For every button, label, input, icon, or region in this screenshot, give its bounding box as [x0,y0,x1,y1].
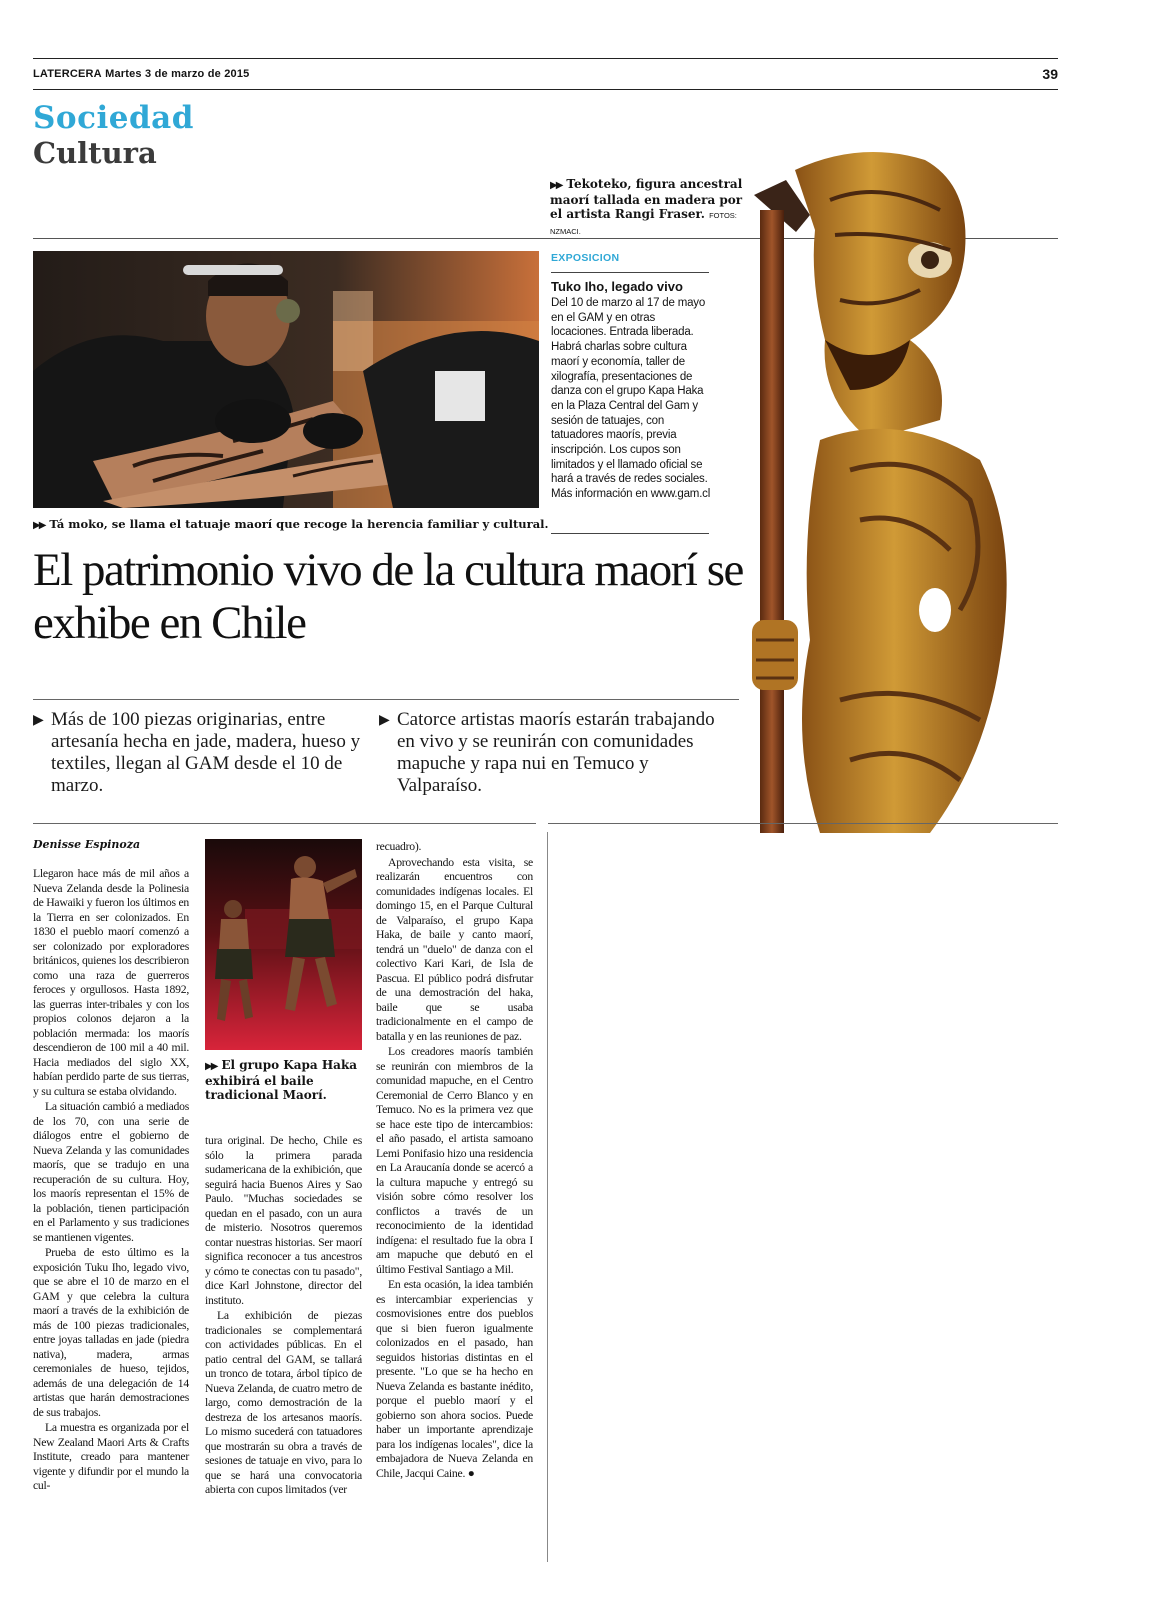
sidebar-body: Del 10 de marzo al 17 de mayo en el GAM y en otras locaciones. Entrada liberada. Habrá charlas sobre cultura maorí y economía, taller de xilografía, presentaciones de danza con el grupo Kapa Haka en la Plaza Central del Gam y sesión de tatuajes, con tatuadores maorís, previa inscripción. Los cupos son limitados y el llamado oficial se hará a través de redes sociales. Más información en www.gam.cl [551,297,711,501]
photo-credit: FOTOS: NZMACI. [550,211,737,236]
summary-bullet-2-text: Catorce artistas maorís estarán trabajando en vivo y se reunirán con comunidades mapuche y rapa nui en Temuco y Valparaíso. [397,709,715,796]
byline: Denisse Espinoza [33,838,141,851]
header-bottom-rule [33,89,1058,90]
article-paragraph: recuadro). [376,840,422,853]
kapa-haka-photo [205,839,362,1050]
summary-bullet-1-text: Más de 100 piezas originarias, entre artesanía hecha en jade, madera, hueso y textiles, llegan al GAM desde el 10 de marzo. [51,709,361,796]
tattoo-caption-text: Tá moko, se llama el tatuaje maorí que recoge la herencia familiar y cultural. [49,517,549,531]
article-column-2 [205,1134,362,1499]
article-paragraph: Llegaron hace más de mil años a Nueva Zelanda desde la Polinesia de Hawaiki y fueron los últimos en la Tierra en ser colonizados. En 1830 el pueblo maorí comenzó a ser colonizado por exploradores británicos, quienes los describieron como una raza de guerreros feroces y orgullosos. Hasta 1892, las guerras inter-tribales y con los propios colonos dejaron a la población mermada: los maorís descendieron de 100 mil a 40 mil. Hacia mediados del siglo XX, habían perdido parte de sus tierras, y su cultura se estaba olvidando. [33,867,189,1098]
article-paragraph: Prueba de esto último es la exposición Tuku Iho, legado vivo, que se abre el 10 de marzo en el GAM y que celebra la cultura maorí a través de la exhibición de más de 100 piezas tradicionales, entre joyas talladas en jade (piedra nativa), madera, armas ceremoniales de hueso, tejidos, además de una delegación de 14 artistas que harán demostraciones de sus trabajos. [33,1246,189,1419]
column-divider [547,832,548,1562]
article-headline: El patrimonio vivo de la cultura maorí se exhibe en Chile [33,544,743,649]
caption-arrows-icon: ▶▶ [205,1061,217,1072]
summary-bullet-1 [33,709,373,797]
body-top-rule [33,823,536,824]
article-paragraph: tura original. De hecho, Chile es sólo la primera parada sudamericana de la exhibición, que seguirá hacia Buenos Aires y Sao Paulo. "Muchas sociedades se quedan en el pasado, con un aura de misterio. Nosotros queremos contar nuestras historias. Ser maorí significa reconocer a tus ancestros y cómo te conectas con tu pasado", dice Karl Johnstone, director del instituto. [205,1134,362,1307]
article-paragraph: Aprovechando esta visita, se realizarán encuentros con comunidades indígenas locales. El domingo 15, en el Parque Cultural de Valparaíso, el grupo Kapa Haka, de baile y canto maorí, tendrá un "duelo" de danza con el colectivo Kari Kari, de Isla de Pascua. El público podrá disfrutar de una demostración del haka, baile que se usaba tradicionalmente en el campo de batalla y en las reuniones de paz. [376,855,533,1043]
issue-date: Martes 3 de marzo de 2015 [105,68,250,80]
article-paragraph: La exhibición de piezas tradicionales se complementará con actividades públicas. En el patio central del GAM, se tallará un tronco de totara, árbol típico de Nueva Zelanda, de cuatro metro de largo, como demostración de la destreza de los artesanos maorís. Lo mismo sucederá con tatuadores que mostrarán su obra a través de sesiones de tatuaje en vivo, para lo que se hará una convocatoria abierta con cupos limitados (ver [205,1309,362,1496]
page-number: 39 [1042,66,1058,82]
bullet-arrow-icon: ▶ [379,713,390,728]
tattoo-caption [33,517,549,531]
body-top-rule-right [548,823,1058,824]
tekoteko-caption [550,177,750,239]
header-dateline [33,68,250,80]
caption-arrows-icon: ▶▶ [550,180,562,191]
article-paragraph: En esta ocasión, la idea también es intercambiar experiencias y cosmovisiones entre dos pueblos que si bien fueron igualmente colonizados en el pasado, han seguidos historias distintas en el presente. "Lo que se ha hecho en Nueva Zelanda es bastante inédito, porque el pueblo maorí y el gobierno son ahora socios. Puede haber un importante aprendizaje para los indígenas locales", dice la embajadora de Nueva Zelanda en Chile, Jacqui Caine. ● [376,1278,533,1480]
kapa-haka-caption [205,1058,362,1102]
article-column-1 [33,867,189,1495]
tekoteko-sculpture-photo [750,140,1030,833]
section-title: Sociedad [33,100,194,136]
subsection-title: Cultura [33,136,157,170]
sidebar-bottom-rule [551,533,709,534]
article-column-3 [376,840,533,1482]
newspaper-name: LATERCERA [33,68,102,80]
tekoteko-caption-text: Tekoteko, figura ancestral maorí tallada en madera por el artista Rangi Fraser. [550,177,743,221]
tattoo-photo [33,251,539,508]
bullet-arrow-icon: ▶ [33,713,44,728]
article-paragraph: La muestra es organizada por el New Zealand Maori Arts & Crafts Institute, creado para mantener vigente y difundir por el mundo la cul- [33,1421,189,1492]
header-top-rule [33,58,1058,59]
article-paragraph: La situación cambió a mediados de los 70, con una serie de diálogos entre el gobierno de Nueva Zelanda y las comunidades maorís, que se tradujo en una recuperación de su cultura. Hoy, los maorís representan el 15% de la población, tienen participación en el Parlamento y sus tradiciones se mantienen vigentes. [33,1100,189,1244]
caption-arrows-icon: ▶▶ [33,520,45,531]
sidebar-kicker: EXPOSICION [551,252,620,264]
bullets-rule [33,699,739,700]
article-paragraph: Los creadores maorís también se reunirán con miembros de la comunidad mapuche, en el Centro Ceremonial de Cerro Blanco y en Temuco. No es la primera vez que se hace este tipo de intercambios: el año pasado, el artista samoano Lemi Ponifasio hizo una residencia en La Araucanía donde se acercó a la cultura mapuche y entregó su visión sobre cómo resolver los conflictos a través de un reconocimiento de la identidad indígena: el resultado fue la obra I am mapuche que debutó en el último Festival Santiago a Mil. [376,1045,533,1276]
summary-bullet-2 [379,709,719,797]
sidebar-title: Tuko Iho, legado vivo [551,279,683,294]
kapa-haka-caption-text: El grupo Kapa Haka exhibirá el baile tradicional Maorí. [205,1058,358,1102]
sidebar-top-rule [551,272,709,273]
